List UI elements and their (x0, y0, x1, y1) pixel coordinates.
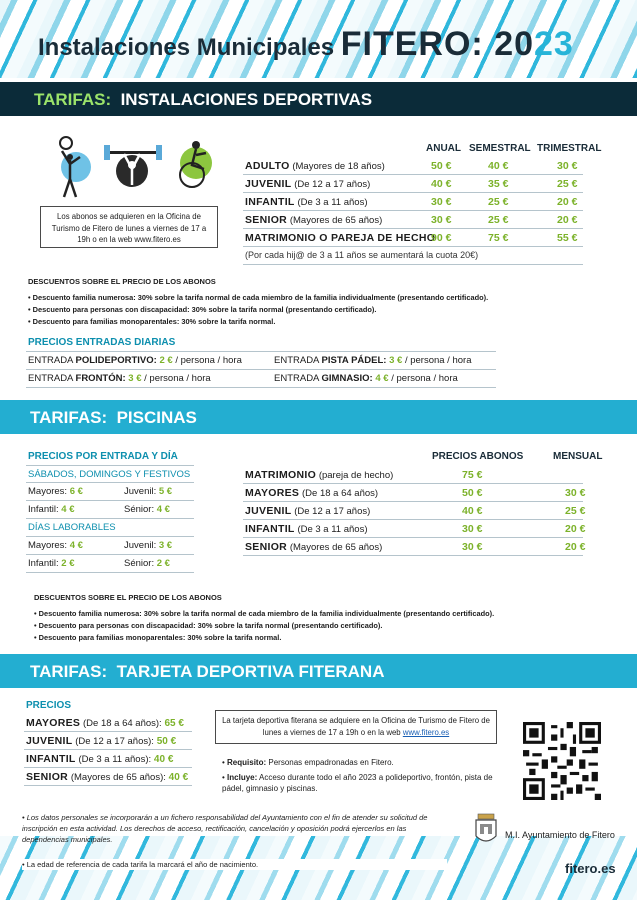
pool-price: Infantil: 4 € (28, 504, 75, 515)
price: 30 € (462, 523, 483, 535)
price: 25 € (565, 505, 586, 517)
price: 20 € (565, 523, 586, 535)
section-bar-instalaciones: TARIFAS: INSTALACIONES DEPORTIVAS (0, 82, 637, 116)
section-bar-piscinas: TARIFAS: PISCINAS (0, 400, 637, 434)
card-row: JUVENIL (De 12 a 17 años): 50 € (26, 735, 177, 747)
daily-entry: ENTRADA GIMNASIO: 4 € / persona / hora (274, 373, 458, 384)
divider (243, 264, 583, 265)
discount-title: DESCUENTOS SOBRE EL PRECIO DE LOS ABONOS (34, 593, 222, 602)
price: 75 € (462, 469, 483, 481)
price: 75 € (488, 232, 509, 244)
age-note: • La edad de referencia de cada tarifa la marcará el año de nacimiento. (22, 859, 447, 870)
divider (26, 536, 194, 537)
divider (26, 554, 194, 555)
price: 55 € (557, 232, 578, 244)
discount-item: • Descuento familia numerosa: 30% sobre la tarifa normal de cada miembro de la familia individualmente (presentando certificado). (34, 609, 495, 618)
divider (243, 483, 583, 484)
col-semestral: SEMESTRAL (469, 143, 531, 154)
divider (24, 749, 192, 750)
divider (26, 572, 194, 573)
divider (243, 228, 583, 229)
divider (26, 351, 496, 352)
tarifa-row: SENIOR (Mayores de 65 años) (245, 214, 383, 226)
divider (243, 501, 583, 502)
divider (243, 555, 583, 556)
weightlifter-icon (104, 145, 162, 187)
pool-price: Juvenil: 5 € (124, 486, 173, 497)
fitero-link[interactable]: www.fitero.es (402, 727, 450, 737)
incluye: • Incluye: Acceso durante todo el año 2023 a polideportivo, frontón, pista de pádel, gimnasio y piscinas. (222, 773, 493, 793)
tarifa-row: INFANTIL (De 3 a 11 años) (245, 196, 368, 208)
divider (26, 369, 496, 370)
volleyball-player-icon (60, 137, 91, 197)
weekday-title: DÍAS LABORABLES (28, 522, 116, 533)
discount-item: • Descuento para personas con discapacidad: 30% sobre la tarifa normal (presentando certificado). (34, 621, 383, 630)
daily-entry: ENTRADA PISTA PÁDEL: 3 € / persona / hora (274, 355, 472, 366)
divider (26, 387, 496, 388)
abonos-info-box: Los abonos se adquieren en la Oficina de Turismo de Fitero de lunes a viernes de 17 a 19h o en la web www.fitero.es (40, 206, 218, 248)
price: 30 € (557, 160, 578, 172)
entry-title: PRECIOS POR ENTRADA Y DÍA (28, 451, 178, 462)
price: 35 € (488, 178, 509, 190)
daily-entry: ENTRADA FRONTÓN: 3 € / persona / hora (28, 373, 211, 384)
pool-price: Sénior: 2 € (124, 558, 170, 569)
divider (243, 519, 583, 520)
sports-icons (50, 133, 220, 201)
pool-price: Juvenil: 3 € (124, 540, 173, 551)
price: 90 € (431, 232, 452, 244)
col-anual: ANUAL (426, 143, 461, 154)
price: 50 € (431, 160, 452, 172)
divider (24, 785, 192, 786)
section-bar-tarjeta: TARIFAS: TARJETA DEPORTIVA FITERANA (0, 654, 637, 688)
weekend-title: SÁBADOS, DOMINGOS Y FESTIVOS (28, 469, 191, 480)
privacy-note: • Los datos personales se incorporarán a un fichero responsabilidad del Ayuntamiento con el fin de atender su solicitud de inscripción en esta actividad. Los derechos de acceso, rectificación, cancelación y oposición podrá ejercerlos en las dependencias municipales. (22, 813, 428, 844)
ayuntamiento-name: M.I. Ayuntamiento de Fitero (505, 830, 615, 840)
child-note: (Por cada hij@ de 3 a 11 años se aumentará la cuota 20€) (245, 250, 479, 260)
divider (243, 537, 583, 538)
qr-code-icon[interactable] (523, 722, 601, 800)
divider (26, 500, 194, 501)
divider (243, 210, 583, 211)
divider (26, 518, 194, 519)
pool-price: Mayores: 6 € (28, 486, 83, 497)
discount-item: • Descuento familia numerosa: 30% sobre la tarifa normal de cada miembro de la familia individualmente (presentando certificado). (28, 293, 489, 302)
card-row: INFANTIL (De 3 a 11 años): 40 € (26, 753, 174, 765)
price: 50 € (462, 487, 483, 499)
divider (26, 465, 194, 466)
divider (243, 192, 583, 193)
tarifa-row: ADULTO (Mayores de 18 años) (245, 160, 385, 172)
price: 40 € (488, 160, 509, 172)
price: 25 € (488, 196, 509, 208)
price: 30 € (431, 196, 452, 208)
abono-row: JUVENIL (De 12 a 17 años) (245, 505, 371, 517)
tarifa-row: JUVENIL (De 12 a 17 años) (245, 178, 371, 190)
col-precios-abonos: PRECIOS ABONOS (432, 451, 524, 462)
abono-row: MAYORES (De 18 a 64 años) (245, 487, 379, 499)
discount-item: • Descuento para personas con discapacidad: 30% sobre la tarifa normal (presentando certificado). (28, 305, 377, 314)
card-row: SENIOR (Mayores de 65 años): 40 € (26, 771, 189, 783)
price: 25 € (557, 178, 578, 190)
requisito: • Requisito: Personas empadronadas en Fitero. (222, 758, 394, 767)
price: 40 € (462, 505, 483, 517)
abono-row: INFANTIL (De 3 a 11 años) (245, 523, 368, 535)
price: 30 € (565, 487, 586, 499)
wheelchair-athlete-icon (180, 141, 212, 187)
daily-title: PRECIOS ENTRADAS DIARIAS (28, 337, 176, 348)
discount-item: • Descuento para familias monoparentales: 30% sobre la tarifa normal. (34, 633, 282, 642)
tarifa-row: MATRIMONIO O PAREJA DE HECHO (245, 232, 436, 244)
price: 25 € (488, 214, 509, 226)
price: 30 € (431, 214, 452, 226)
card-row: MAYORES (De 18 a 64 años): 65 € (26, 717, 184, 729)
abono-row: SENIOR (Mayores de 65 años) (245, 541, 383, 553)
daily-entry: ENTRADA POLIDEPORTIVO: 2 € / persona / hora (28, 355, 242, 366)
divider (243, 246, 583, 247)
abono-row: MATRIMONIO (pareja de hecho) (245, 469, 394, 481)
discount-title: DESCUENTOS SOBRE EL PRECIO DE LOS ABONOS (28, 277, 216, 286)
divider (24, 767, 192, 768)
price: 20 € (557, 196, 578, 208)
pool-price: Infantil: 2 € (28, 558, 75, 569)
card-info-box: La tarjeta deportiva fiterana se adquiere en la Oficina de Turismo de Fitero de lunes a viernes de 17 a 19h o en la web www.fitero.es (215, 710, 497, 744)
coat-of-arms-icon (472, 812, 500, 848)
price: 40 € (431, 178, 452, 190)
pool-price: Sénior: 4 € (124, 504, 170, 515)
price: 20 € (557, 214, 578, 226)
website-label[interactable]: fitero.es (565, 861, 616, 876)
col-trimestral: TRIMESTRAL (537, 143, 602, 154)
pool-price: Mayores: 4 € (28, 540, 83, 551)
price: 30 € (462, 541, 483, 553)
price: 20 € (565, 541, 586, 553)
discount-item: • Descuento para familias monoparentales: 30% sobre la tarifa normal. (28, 317, 276, 326)
col-mensual: MENSUAL (553, 451, 603, 462)
prices-title: PRECIOS (26, 700, 72, 711)
divider (24, 731, 192, 732)
page-title: Instalaciones Municipales FITERO: 2023 (38, 25, 574, 63)
divider (243, 174, 583, 175)
divider (26, 482, 194, 483)
